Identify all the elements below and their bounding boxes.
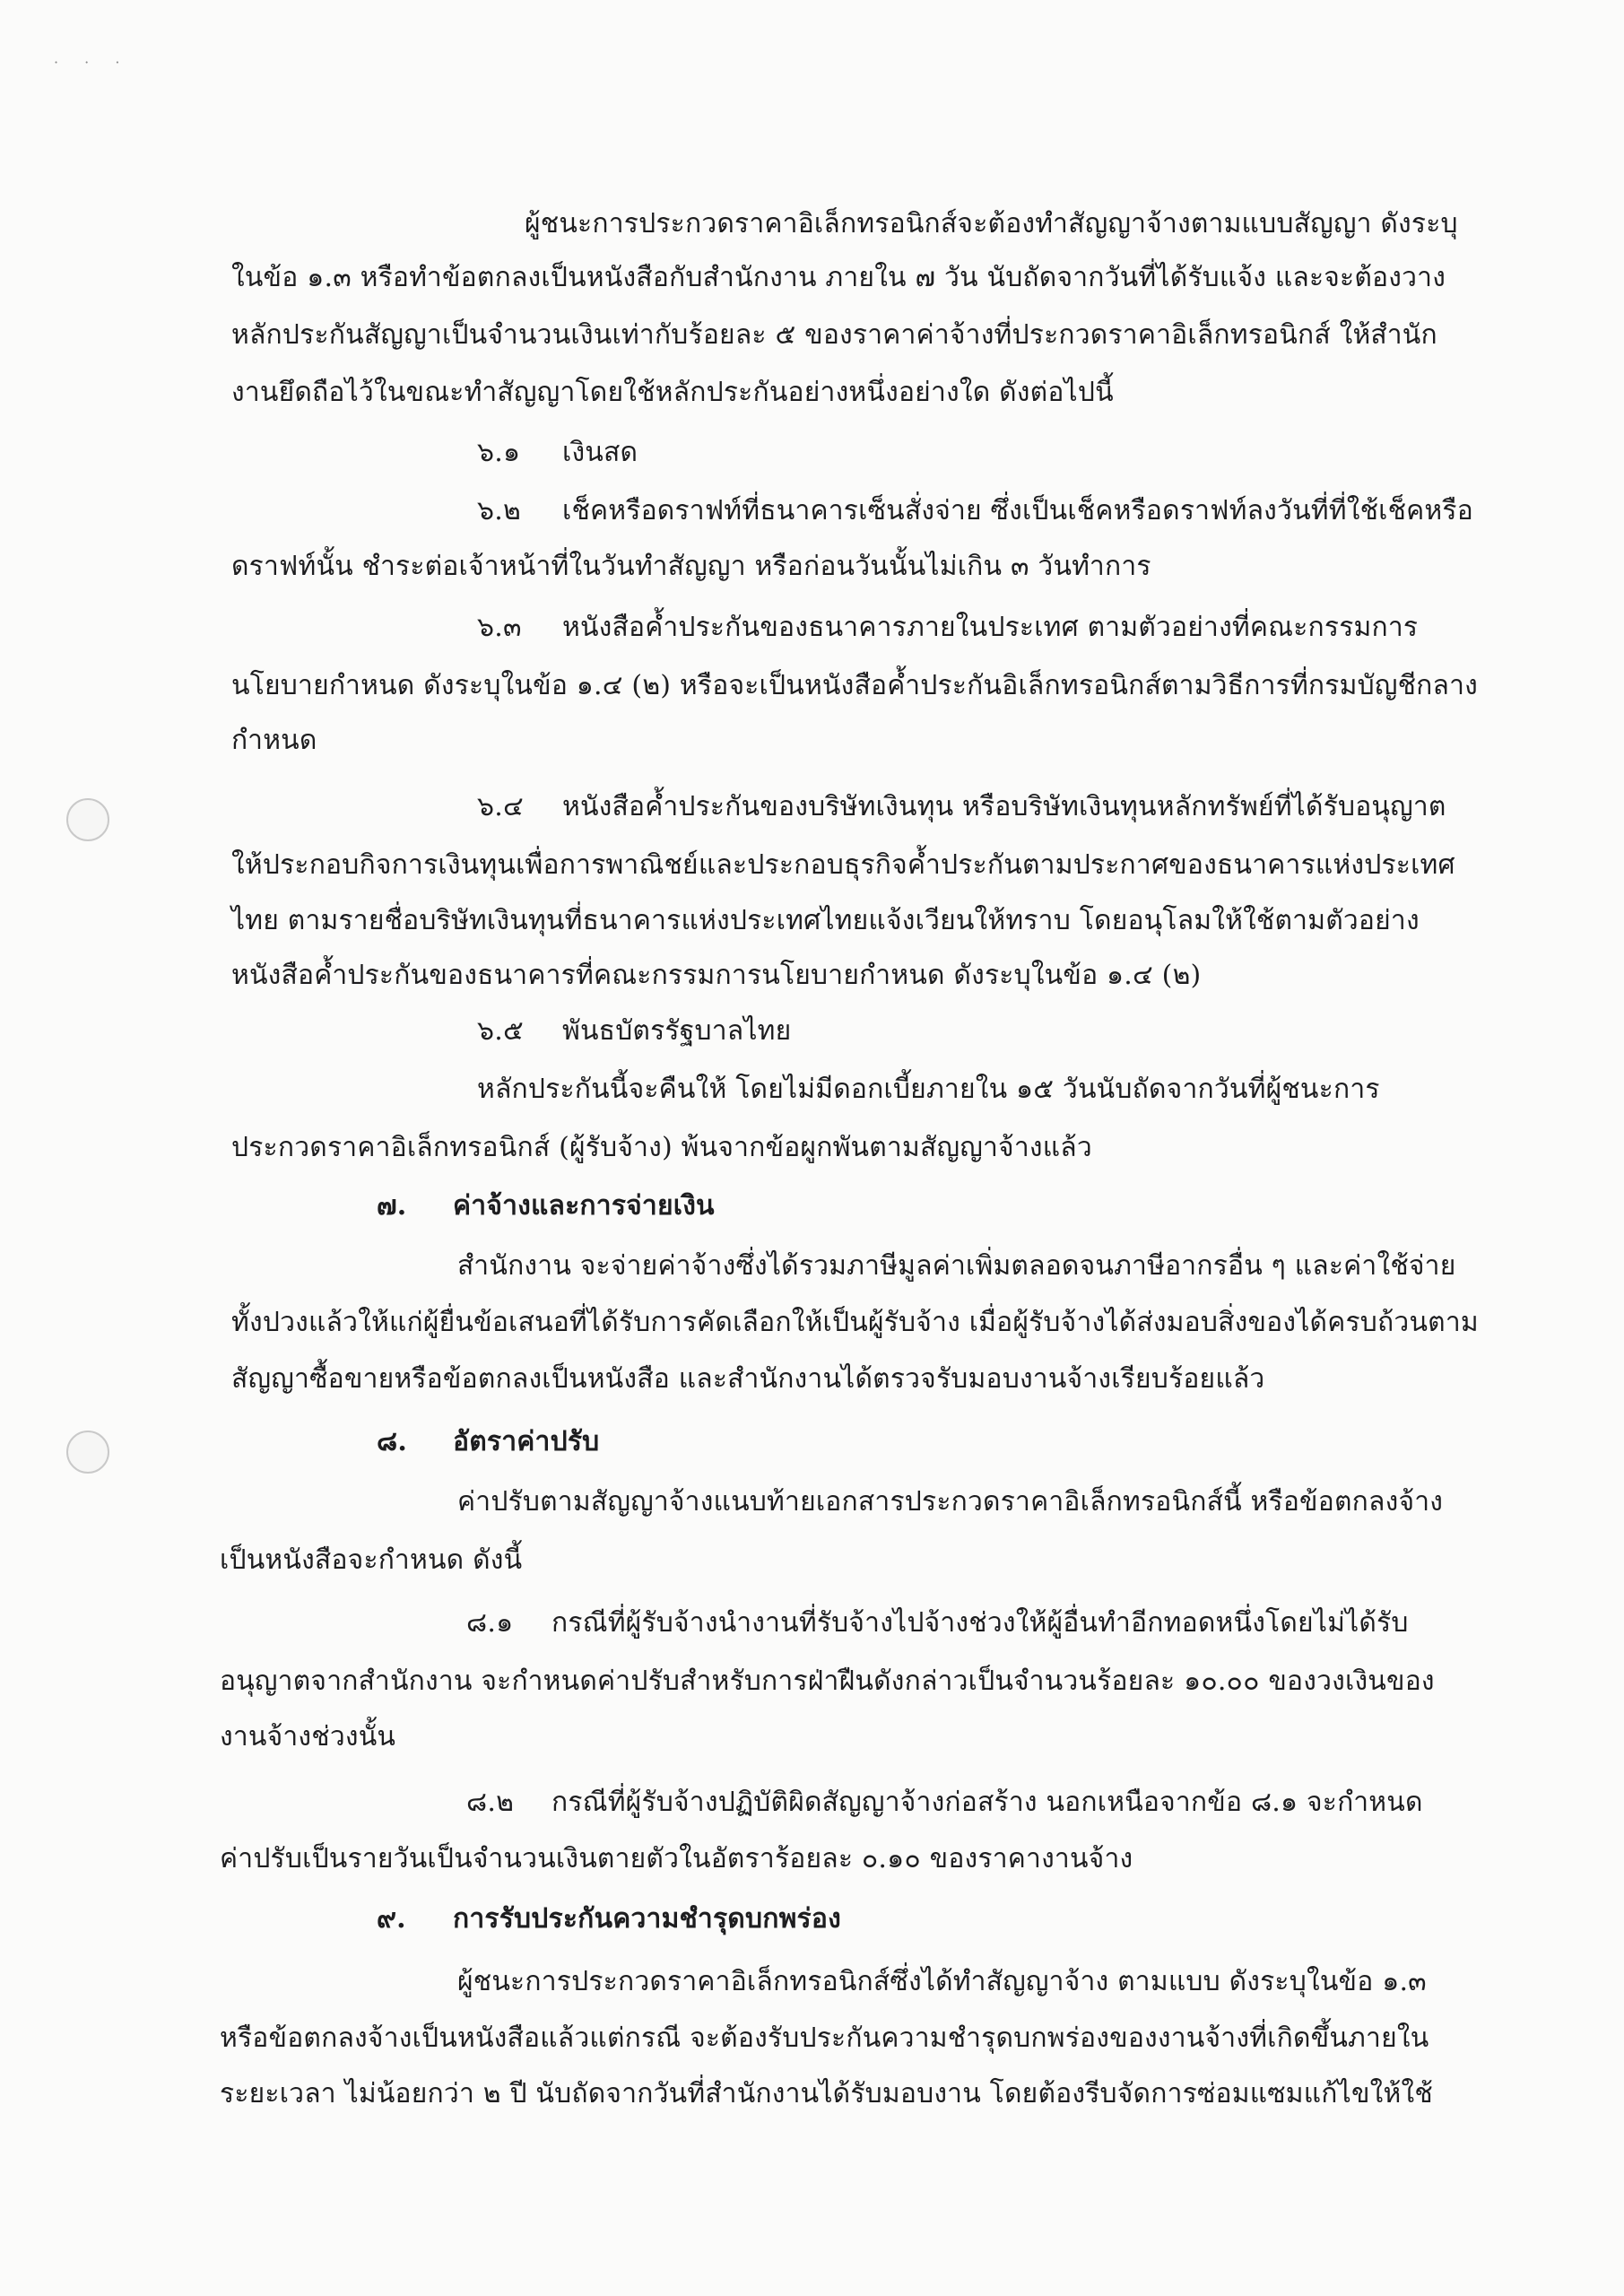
paragraph-line: สำนักงาน จะจ่ายค่าจ้างซึ่งได้รวมภาษีมูลค่าเพิ่มตลอดจนภาษีอากรอื่น ๆ และค่าใช้จ่าย	[457, 1250, 1456, 1282]
clause-number: ๖.๓	[477, 612, 522, 643]
paragraph-line: ค่าปรับตามสัญญาจ้างแนบท้ายเอกสารประกวดราคาอิเล็กทรอนิกส์นี้ หรือข้อตกลงจ้าง	[457, 1486, 1444, 1518]
heading-title: การรับประกันความชำรุดบกพร่อง	[453, 1903, 841, 1935]
paragraph-line: งานยึดถือไว้ในขณะทำสัญญาโดยใช้หลักประกันอย่างหนึ่งอย่างใด ดังต่อไปนี้	[231, 377, 1114, 408]
paragraph-line: หลักประกันสัญญาเป็นจำนวนเงินเท่ากับร้อยละ ๕ ของราคาค่าจ้างที่ประกวดราคาอิเล็กทรอนิกส์ ให้สำนัก	[231, 319, 1437, 351]
clause-6-5	[477, 1013, 791, 1049]
heading-number: ๘.	[377, 1426, 407, 1457]
clause-number: ๖.๔	[477, 791, 524, 822]
paragraph-line: ผู้ชนะการประกวดราคาอิเล็กทรอนิกส์ซึ่งได้ทำสัญญาจ้าง ตามแบบ ดังระบุในข้อ ๑.๓	[457, 1966, 1427, 1997]
paragraph-line: ระยะเวลา ไม่น้อยกว่า ๒ ปี นับถัดจากวันที่สำนักงานได้รับมอบงาน โดยต้องรีบจัดการซ่อมแซมแก้ไขให้ใช้	[220, 2078, 1433, 2109]
paragraph-line: หลักประกันนี้จะคืนให้ โดยไม่มีดอกเบี้ยภายใน ๑๕ วันนับถัดจากวันที่ผู้ชนะการ	[477, 1074, 1380, 1105]
clause-8-1	[466, 1605, 1409, 1641]
paragraph-line: อนุญาตจากสำนักงาน จะกำหนดค่าปรับสำหรับการฝ่าฝืนดังกล่าวเป็นจำนวนร้อยละ ๑๐.๐๐ ของวงเงินของ	[220, 1665, 1435, 1697]
clause-8-2	[466, 1785, 1423, 1821]
clause-text: เช็คหรือดราฟท์ที่ธนาคารเซ็นสั่งจ่าย ซึ่งเป็นเช็คหรือดราฟท์ลงวันที่ที่ใช้เช็คหรือ	[562, 495, 1473, 526]
paragraph-line: เป็นหนังสือจะกำหนด ดังนี้	[220, 1544, 523, 1576]
punch-hole-bottom	[66, 1431, 109, 1474]
clause-number: ๖.๒	[477, 495, 521, 526]
paragraph-line: หรือข้อตกลงจ้างเป็นหนังสือแล้วแต่กรณี จะต้องรับประกันความชำรุดบกพร่องของงานจ้างที่เกิดขึ้นภายใน	[220, 2022, 1429, 2054]
paragraph-line: ในข้อ ๑.๓ หรือทำข้อตกลงเป็นหนังสือกับสำนักงาน ภายใน ๗ วัน นับถัดจากวันที่ได้รับแจ้ง และจะต้องวาง	[231, 262, 1446, 293]
heading-number: ๙.	[377, 1903, 406, 1935]
paragraph-line: ประกวดราคาอิเล็กทรอนิกส์ (ผู้รับจ้าง) พ้นจากข้อผูกพันตามสัญญาจ้างแล้ว	[231, 1132, 1092, 1163]
clause-text: เงินสด	[562, 437, 638, 468]
clause-number: ๖.๕	[477, 1015, 524, 1047]
paragraph-line: ดราฟท์นั้น ชำระต่อเจ้าหน้าที่ในวันทำสัญญา หรือก่อนวันนั้นไม่เกิน ๓ วันทำการ	[231, 551, 1151, 582]
clause-number: ๖.๑	[477, 437, 521, 468]
clause-6-1	[477, 435, 638, 471]
punch-hole-top	[66, 798, 109, 841]
paragraph-line: งานจ้างช่วงนั้น	[220, 1721, 396, 1752]
paragraph-line: หนังสือค้ำประกันของธนาคารที่คณะกรรมการนโยบายกำหนด ดังระบุในข้อ ๑.๔ (๒)	[231, 960, 1202, 991]
clause-text: หนังสือค้ำประกันของบริษัทเงินทุน หรือบริษัทเงินทุนหลักทรัพย์ที่ได้รับอนุญาต	[562, 791, 1446, 822]
paragraph-line: สัญญาซื้อขายหรือข้อตกลงเป็นหนังสือ และสำนักงานได้ตรวจรับมอบงานจ้างเรียบร้อยแล้ว	[231, 1363, 1265, 1395]
clause-text: หนังสือค้ำประกันของธนาคารภายในประเทศ ตามตัวอย่างที่คณะกรรมการ	[562, 612, 1419, 643]
paragraph-line: ค่าปรับเป็นรายวันเป็นจำนวนเงินตายตัวในอัตราร้อยละ ๐.๑๐ ของราคางานจ้าง	[220, 1843, 1133, 1874]
clause-6-4	[477, 789, 1446, 825]
section-heading-8	[377, 1424, 599, 1460]
heading-title: อัตราค่าปรับ	[453, 1426, 600, 1457]
clause-number: ๘.๑	[466, 1607, 514, 1639]
section-heading-9	[377, 1901, 841, 1937]
clause-6-3	[477, 610, 1418, 646]
paragraph-line: นโยบายกำหนด ดังระบุในข้อ ๑.๔ (๒) หรือจะเป็นหนังสือค้ำประกันอิเล็กทรอนิกส์ตามวิธีการที่กรมบัญชีกลาง	[231, 670, 1478, 701]
clause-number: ๘.๒	[466, 1787, 515, 1818]
paragraph-line: ไทย ตามรายชื่อบริษัทเงินทุนที่ธนาคารแห่งประเทศไทยแจ้งเวียนให้ทราบ โดยอนุโลมให้ใช้ตามตัวอย่าง	[231, 905, 1420, 936]
clause-text: กรณีที่ผู้รับจ้างนำงานที่รับจ้างไปจ้างช่วงให้ผู้อื่นทำอีกทอดหนึ่งโดยไม่ได้รับ	[551, 1607, 1409, 1639]
heading-title: ค่าจ้างและการจ่ายเงิน	[453, 1190, 715, 1222]
paragraph-line: ผู้ชนะการประกวดราคาอิเล็กทรอนิกส์จะต้องทำสัญญาจ้างตามแบบสัญญา ดังระบุ	[525, 208, 1458, 239]
clause-text: กรณีที่ผู้รับจ้างปฏิบัติผิดสัญญาจ้างก่อสร้าง นอกเหนือจากข้อ ๘.๑ จะกำหนด	[551, 1787, 1423, 1818]
scan-specks: · · ·	[54, 54, 131, 71]
clause-text: พันธบัตรรัฐบาลไทย	[562, 1015, 792, 1047]
paragraph-line: ทั้งปวงแล้วให้แก่ผู้ยื่นข้อเสนอที่ได้รับการคัดเลือกให้เป็นผู้รับจ้าง เมื่อผู้รับจ้างได้ส่งมอบสิ่งของได้ครบถ้วนตาม	[231, 1307, 1479, 1338]
heading-number: ๗.	[377, 1190, 407, 1222]
paragraph-line: กำหนด	[231, 725, 317, 756]
section-heading-7	[377, 1188, 715, 1224]
paragraph-line: ให้ประกอบกิจการเงินทุนเพื่อการพาณิชย์และประกอบธุรกิจค้ำประกันตามประกาศของธนาคารแห่งประเทศ	[231, 849, 1455, 881]
clause-6-2	[477, 493, 1473, 529]
